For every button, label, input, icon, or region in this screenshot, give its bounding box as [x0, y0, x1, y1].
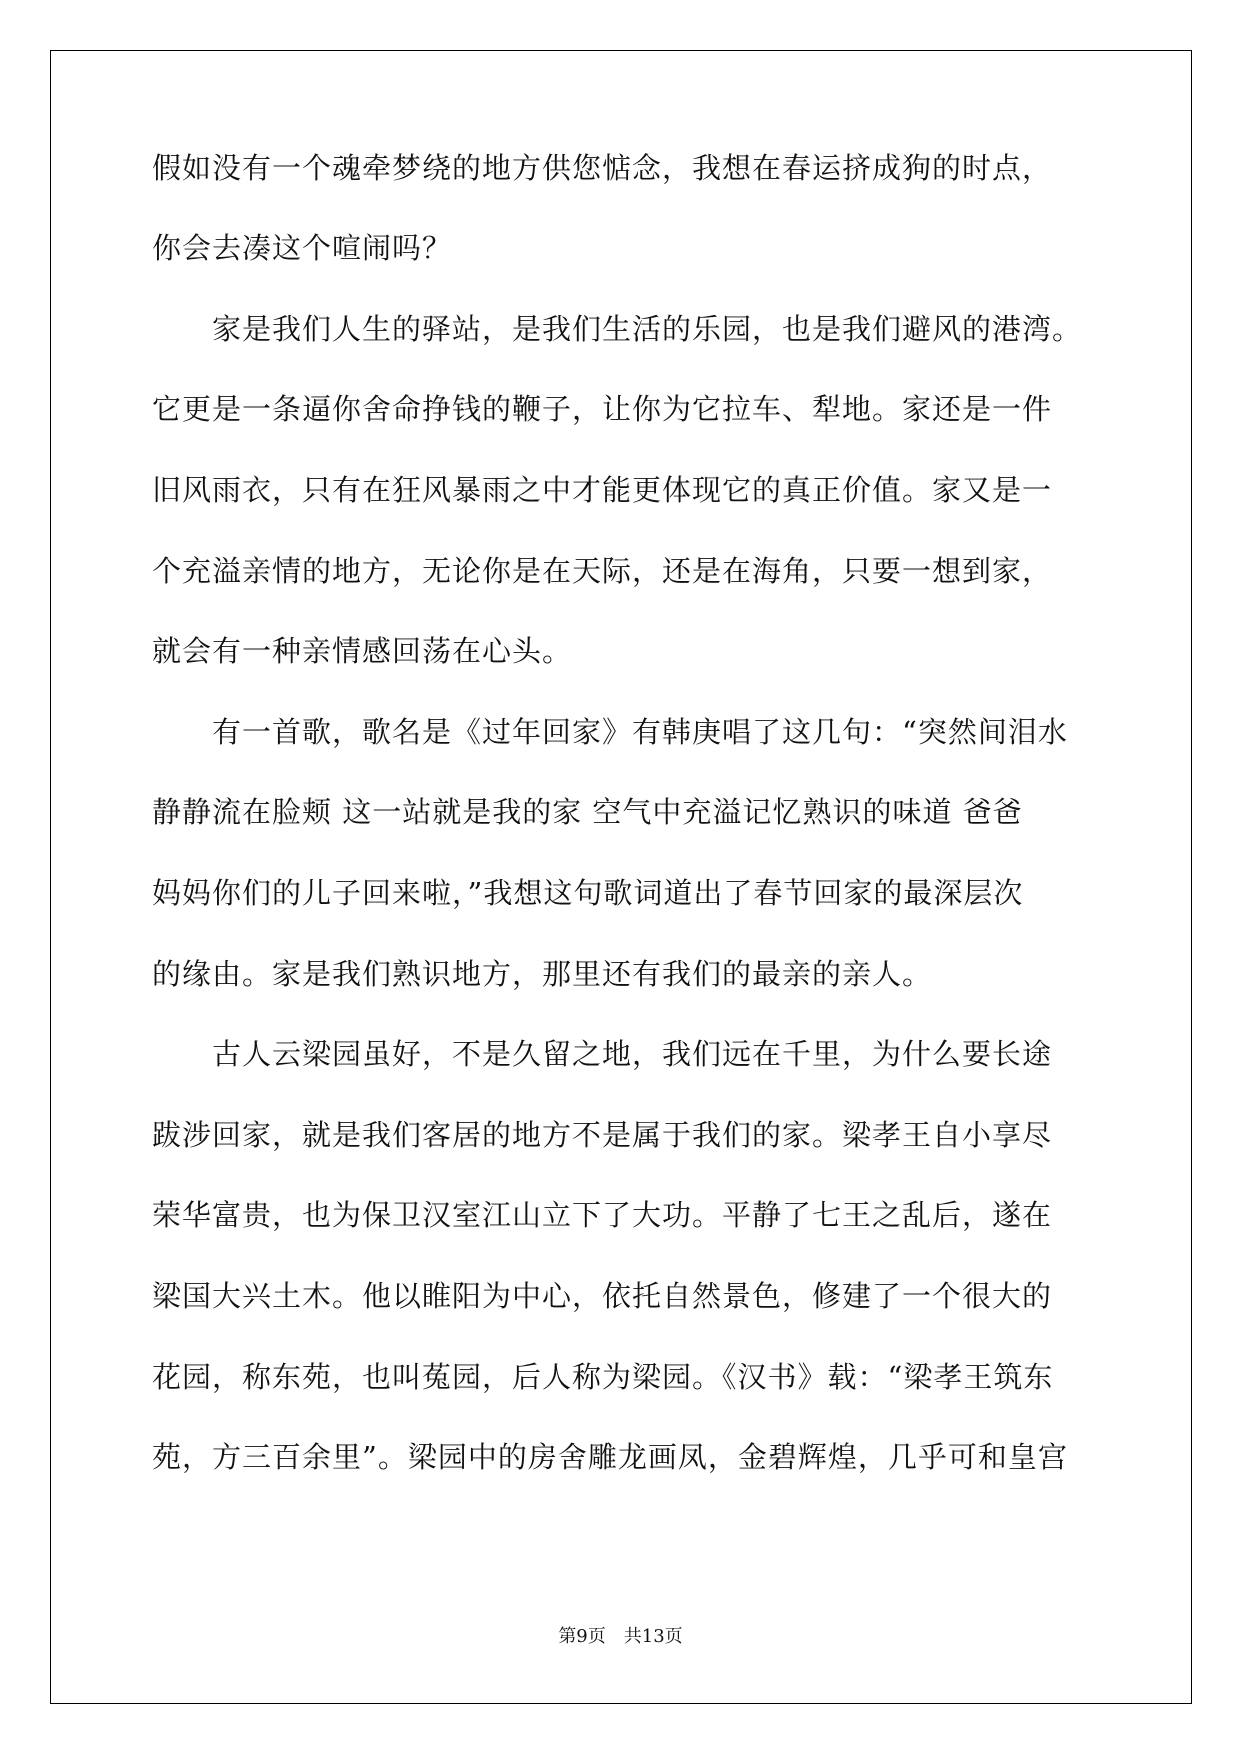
text-line: 苑，方三百余里”。梁园中的房舍雕龙画凤，金碧辉煌，几乎可和皇宫 [152, 1440, 1068, 1474]
page-number: 第9页 共13页 [558, 1626, 683, 1647]
paragraph-start: 有一首歌，歌名是《过年回家》有韩庚唱了这几句：“突然间泪水 [212, 715, 1068, 749]
text-line: 你会去凑这个喧闹吗？ [152, 231, 453, 265]
text-line: 花园，称东苑，也叫菟园，后人称为梁园。《汉书》载：“梁孝王筑东 [152, 1360, 1054, 1394]
text-line: 假如没有一个魂牵梦绕的地方供您惦念，我想在春运挤成狗的时点， [152, 151, 1053, 185]
text-line: 旧风雨衣，只有在狂风暴雨之中才能更体现它的真正价值。家又是一 [152, 473, 1053, 507]
text-line: 它更是一条逼你舍命挣钱的鞭子，让你为它拉车、犁地。家还是一件 [152, 392, 1053, 426]
text-line: 就会有一种亲情感回荡在心头。 [152, 634, 573, 668]
text-line: 的缘由。家是我们熟识地方，那里还有我们的最亲的亲人。 [152, 957, 933, 991]
text-line: 梁国大兴土木。他以睢阳为中心，依托自然景色，修建了一个很大的 [152, 1279, 1053, 1313]
text-line: 跋涉回家，就是我们客居的地方不是属于我们的家。梁孝王自小享尽 [152, 1118, 1053, 1152]
text-line: 荣华富贵，也为保卫汉室江山立下了大功。平静了七王之乱后，遂在 [152, 1198, 1053, 1232]
text-line: 妈妈你们的儿子回来啦，”我想这句歌词道出了春节回家的最深层次 [152, 876, 1024, 910]
text-line: 个充溢亲情的地方，无论你是在天际，还是在海角，只要一想到家， [152, 554, 1053, 588]
text-line: 静静流在脸颊 这一站就是我的家 空气中充溢记忆熟识的味道 爸爸 [152, 795, 1023, 829]
paragraph-start: 家是我们人生的驿站，是我们生活的乐园，也是我们避风的港湾。 [212, 312, 1083, 346]
paragraph-start: 古人云梁园虽好，不是久留之地，我们远在千里，为什么要长途 [212, 1037, 1053, 1071]
